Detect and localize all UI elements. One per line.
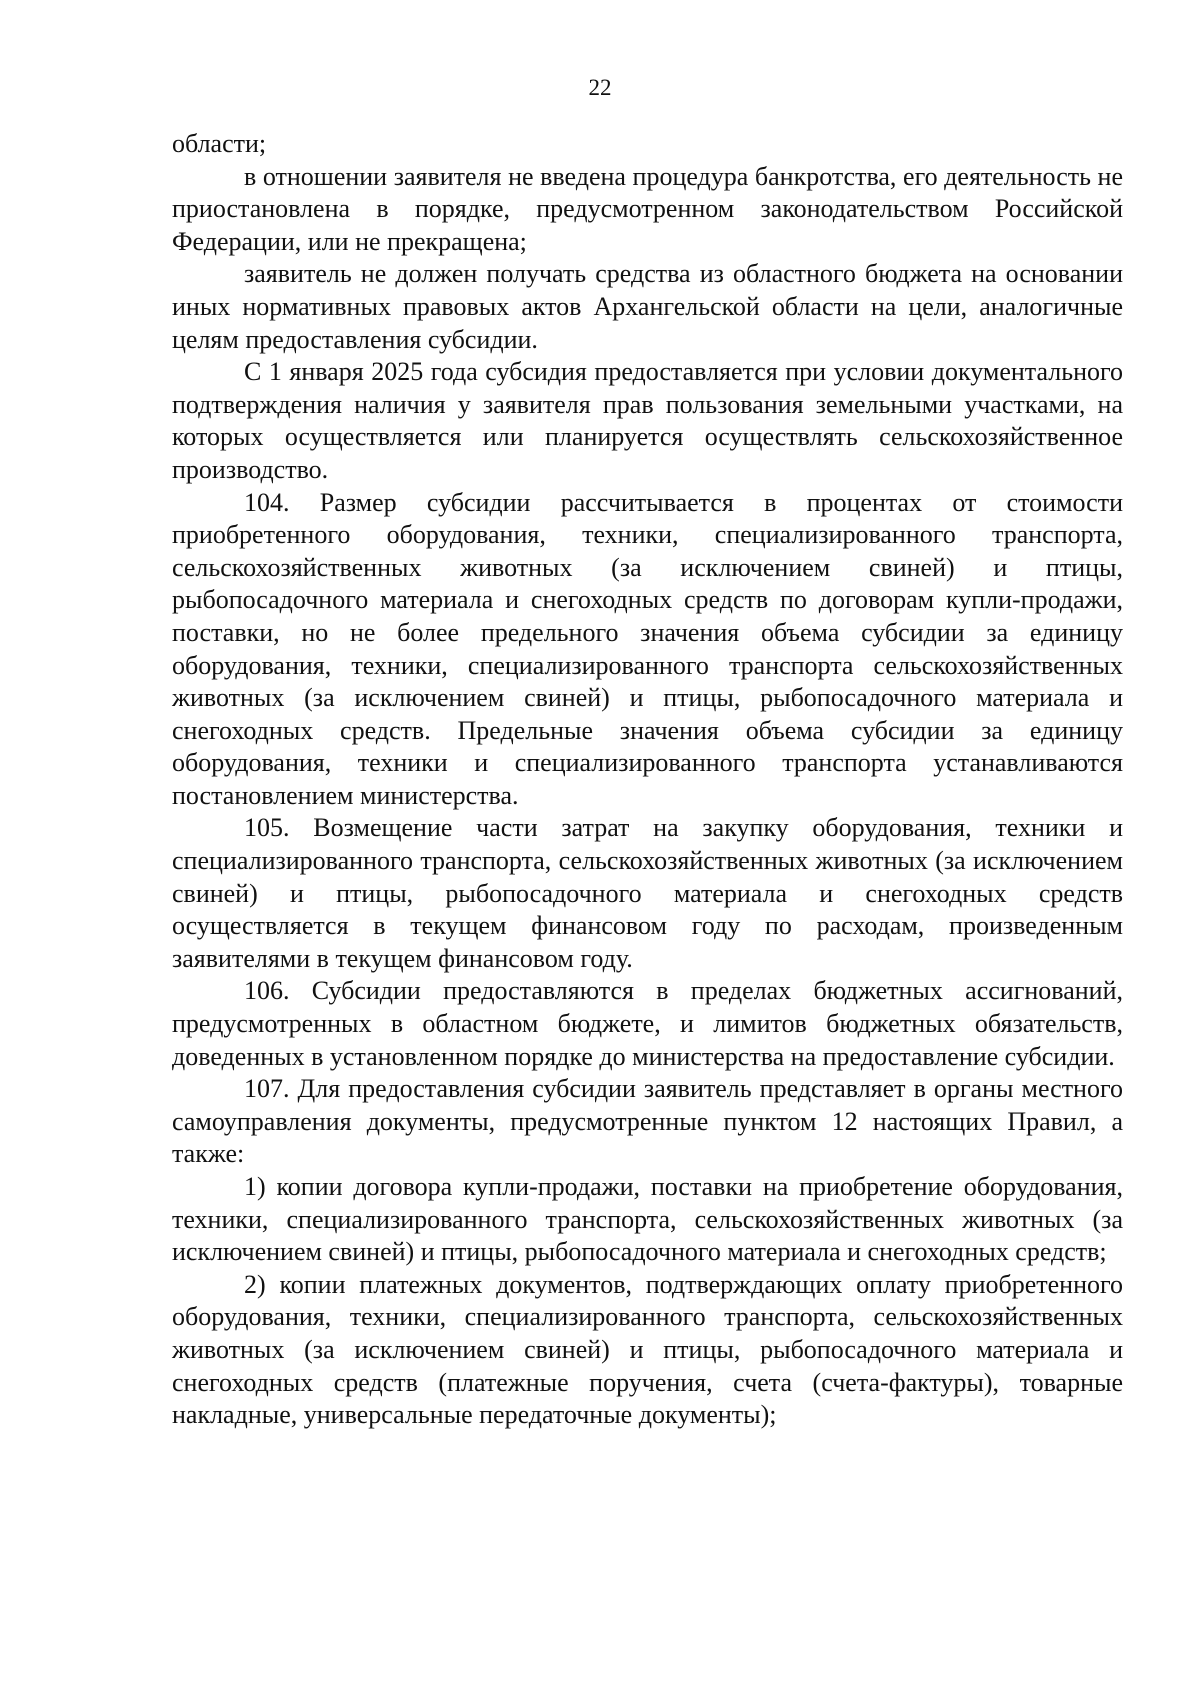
page-number: 22 <box>588 75 612 100</box>
paragraph-land-rights-condition: С 1 января 2025 года субсидия предоставляется при условии документального подтверждения наличия у заявителя прав пользования земельными участками, на которых осуществляется или планируется осуществлять сельскохозяйственное производство. <box>172 357 1123 484</box>
paragraph-clause-106: 106. Субсидии предоставляются в пределах бюджетных ассигнований, предусмотренных в областном бюджете, и лимитов бюджетных обязательств, доведенных в установленном порядке до министерства на предоставление субсидии. <box>172 976 1123 1071</box>
paragraph-continuation: области; <box>172 129 267 158</box>
paragraph-clause-104: 104. Размер субсидии рассчитывается в процентах от стоимости приобретенного оборудования, техники, специализированного транспорта, сельскохозяйственных животных (за исключением свиней) и птицы, рыбопосадочного материала и снегоходных средств по договорам купли-продажи, поставки, но не более предельного значения объема субсидии за единицу оборудования, техники, специализированного транспорта сельскохозяйственных животных (за исключением свиней) и птицы, рыбопосадочного материала и снегоходных средств. Предельные значения объема субсидии за единицу оборудования, техники и специализированного транспорта устанавливаются постановлением министерства. <box>172 487 1123 810</box>
paragraph-bankruptcy-condition: в отношении заявителя не введена процедура банкротства, его деятельность не приостановлена в порядке, предусмотренном законодательством Российской Федерации, или не прекращена; <box>172 161 1123 256</box>
paragraph-clause-105: 105. Возмещение части затрат на закупку оборудования, техники и специализированного транспорта, сельскохозяйственных животных (за исключением свиней) и птицы, рыбопосадочного материала и снегоходных средств осуществляется в текущем финансовом году по расходам, произведенным заявителями в текущем финансовом году. <box>172 813 1123 973</box>
document-body <box>172 128 1123 1432</box>
list-item-payment-documents: 2) копии платежных документов, подтверждающих оплату приобретенного оборудования, техники, специализированного транспорта, сельскохозяйственных животных (за исключением свиней) и птицы, рыбопосадочного материала и снегоходных средств (платежные поручения, счета (счета-фактуры), товарные накладные, универсальные передаточные документы); <box>172 1269 1123 1430</box>
list-item-contract-copies: 1) копии договора купли-продажи, поставки на приобретение оборудования, техники, специализированного транспорта, сельскохозяйственных животных (за исключением свиней) и птицы, рыбопосадочного материала и снегоходных средств; <box>172 1172 1123 1267</box>
paragraph-budget-condition: заявитель не должен получать средства из областного бюджета на основании иных нормативных правовых актов Архангельской области на цели, аналогичные целям предоставления субсидии. <box>172 259 1123 354</box>
paragraph-clause-107: 107. Для предоставления субсидии заявитель представляет в органы местного самоуправления документы, предусмотренные пунктом 12 настоящих Правил, а также: <box>172 1074 1123 1169</box>
